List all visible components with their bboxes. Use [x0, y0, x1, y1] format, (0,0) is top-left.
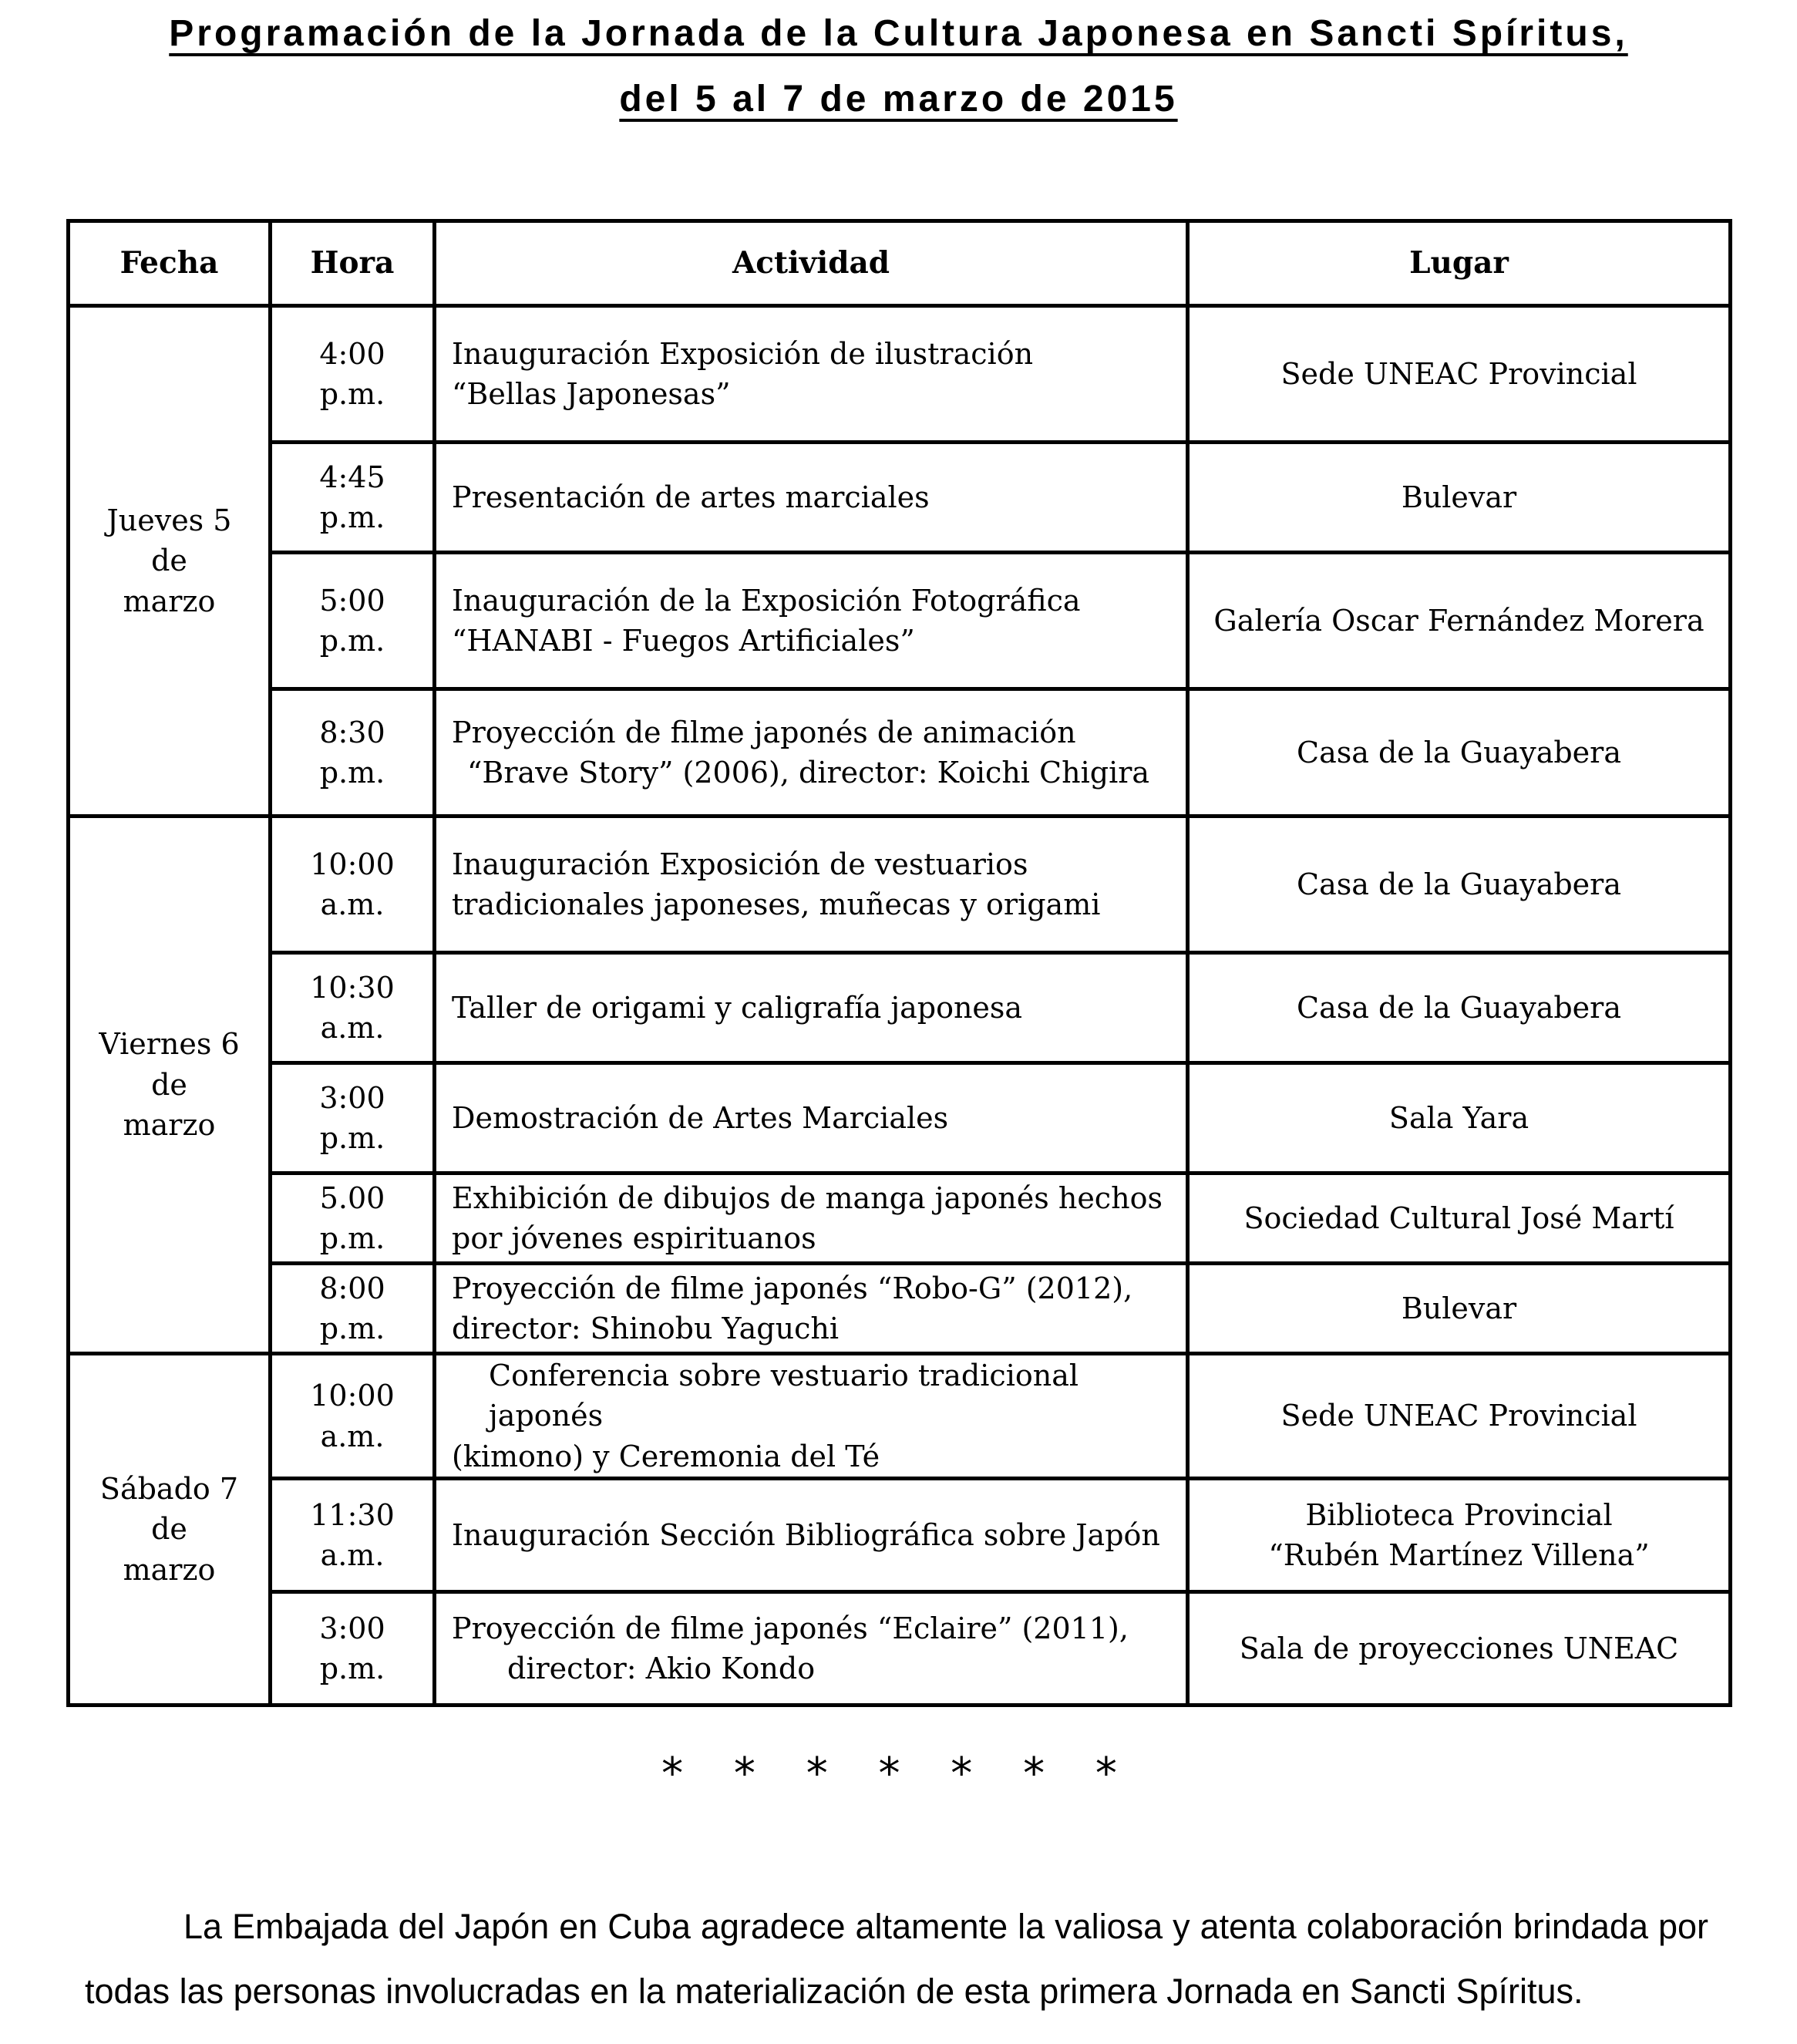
venue-cell: Biblioteca Provincial “Rubén Martínez Villena” — [1188, 1479, 1731, 1592]
venue-cell: Casa de la Guayabera — [1188, 953, 1731, 1063]
table-row — [69, 817, 1731, 953]
time-cell: 5.00 p.m. — [271, 1174, 435, 1264]
time-cell: 10:00 a.m. — [271, 817, 435, 953]
table-row — [69, 689, 1731, 817]
column-header-actividad: Actividad — [435, 221, 1188, 306]
activity-line: Inauguración Exposición de ilustración — [452, 336, 1034, 371]
activity-line: tradicionales japoneses, muñecas y origami — [452, 887, 1101, 921]
activity-line: Proyección de filme japonés “Eclaire” (2011), — [452, 1611, 1129, 1645]
activity-line: Inauguración Exposición de vestuarios — [452, 847, 1028, 881]
venue-cell: Bulevar — [1188, 443, 1731, 553]
time-cell: 10:00 a.m. — [271, 1354, 435, 1479]
closing-paragraph: La Embajada del Japón en Cuba agradece altamente la valiosa y atenta colaboración brindada por todas las personas involucradas en la materialización de esta primera Jornada en Sancti Spíritus. — [85, 1907, 1708, 2011]
table-row — [69, 953, 1731, 1063]
activity-cell — [435, 1174, 1188, 1264]
activity-cell — [435, 306, 1188, 443]
date-cell: Jueves 5 de marzo — [69, 306, 271, 817]
activity-line: director: Akio Kondo — [507, 1652, 816, 1686]
schedule-table — [66, 219, 1732, 1707]
venue-cell: Sala Yara — [1188, 1063, 1731, 1174]
table-row — [69, 1264, 1731, 1354]
venue-cell: Galería Oscar Fernández Morera — [1188, 553, 1731, 689]
time-cell: 8:30 p.m. — [271, 689, 435, 817]
activity-line: “Brave Story” (2006), director: Koichi Chigira — [467, 756, 1150, 790]
page-title — [0, 15, 1797, 52]
venue-cell: Bulevar — [1188, 1264, 1731, 1354]
activity-cell — [435, 553, 1188, 689]
activity-cell — [435, 1592, 1188, 1706]
activity-cell — [435, 1264, 1188, 1354]
venue-cell: Sociedad Cultural José Martí — [1188, 1174, 1731, 1264]
table-row — [69, 443, 1731, 553]
title-line-1: Programación de la Jornada de la Cultura Japonesa en Sancti Spíritus, — [169, 13, 1628, 54]
page-subtitle — [0, 81, 1797, 118]
column-header-fecha: Fecha — [69, 221, 271, 306]
date-cell: Sábado 7 de marzo — [69, 1354, 271, 1706]
time-cell: 5:00 p.m. — [271, 553, 435, 689]
activity-cell — [435, 1354, 1188, 1479]
table-header-row — [69, 221, 1731, 306]
time-cell: 3:00 p.m. — [271, 1592, 435, 1706]
table-row — [69, 1479, 1731, 1592]
activity-line: por jóvenes espirituanos — [452, 1221, 816, 1255]
column-header-lugar: Lugar — [1188, 221, 1731, 306]
time-cell: 4:45 p.m. — [271, 443, 435, 553]
activity-line: Inauguración Sección Bibliográfica sobre Japón — [452, 1518, 1160, 1553]
activity-cell — [435, 817, 1188, 953]
activity-cell — [435, 689, 1188, 817]
activity-line: “Bellas Japonesas” — [452, 377, 731, 411]
table-row — [69, 553, 1731, 689]
time-cell: 4:00 p.m. — [271, 306, 435, 443]
table-row — [69, 306, 1731, 443]
activity-line: Proyección de filme japonés “Robo-G” (2012), — [452, 1271, 1133, 1305]
venue-cell: Sede UNEAC Provincial — [1188, 1354, 1731, 1479]
table-row — [69, 1354, 1731, 1479]
time-cell: 10:30 a.m. — [271, 953, 435, 1063]
time-cell: 11:30 a.m. — [271, 1479, 435, 1592]
activity-line: “HANABI - Fuegos Artificiales” — [452, 624, 915, 658]
time-cell: 8:00 p.m. — [271, 1264, 435, 1354]
activity-line: Demostración de Artes Marciales — [452, 1100, 949, 1135]
activity-line: director: Shinobu Yaguchi — [452, 1312, 839, 1345]
venue-cell: Casa de la Guayabera — [1188, 689, 1731, 817]
activity-line: Proyección de filme japonés de animación — [452, 715, 1076, 749]
activity-line: (kimono) y Ceremonia del Té — [452, 1439, 880, 1473]
time-cell: 3:00 p.m. — [271, 1063, 435, 1174]
activity-line: Presentación de artes marciales — [452, 480, 930, 514]
activity-line: Taller de origami y caligrafía japonesa — [452, 990, 1023, 1025]
activity-line: Exhibición de dibujos de manga japonés hechos — [452, 1180, 1163, 1215]
activity-cell — [435, 1479, 1188, 1592]
venue-cell: Sala de proyecciones UNEAC — [1188, 1592, 1731, 1706]
title-line-2: del 5 al 7 de marzo de 2015 — [619, 79, 1178, 120]
activity-line: Inauguración de la Exposición Fotográfica — [452, 583, 1081, 618]
activity-line: Conferencia sobre vestuario tradicional japonés — [489, 1359, 1079, 1433]
date-cell: Viernes 6 de marzo — [69, 817, 271, 1354]
table-row — [69, 1592, 1731, 1706]
separator-asterisks: * * * * * * * — [661, 1749, 1136, 1799]
column-header-hora: Hora — [271, 221, 435, 306]
activity-cell — [435, 953, 1188, 1063]
activity-cell — [435, 1063, 1188, 1174]
venue-cell: Sede UNEAC Provincial — [1188, 306, 1731, 443]
venue-cell: Casa de la Guayabera — [1188, 817, 1731, 953]
table-row — [69, 1174, 1731, 1264]
activity-cell — [435, 443, 1188, 553]
table-row — [69, 1063, 1731, 1174]
